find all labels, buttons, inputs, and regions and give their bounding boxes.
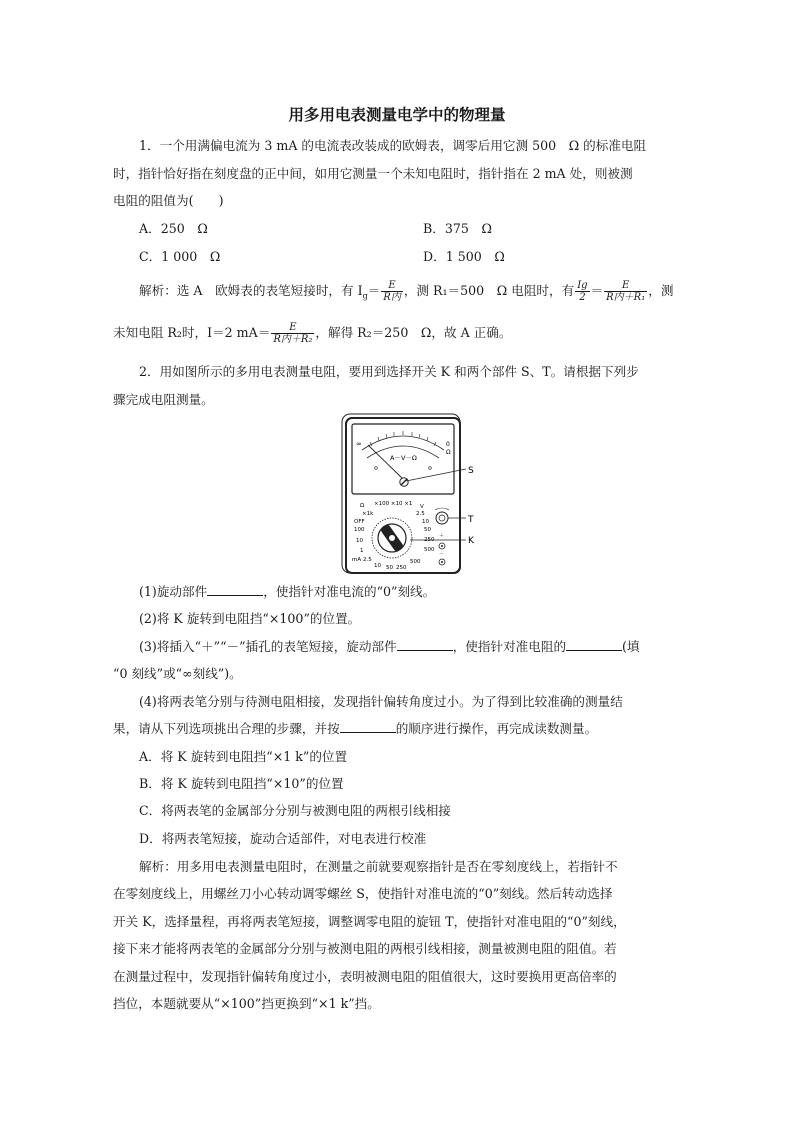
range-50b: 50 bbox=[386, 565, 393, 571]
label-s: S bbox=[468, 466, 474, 476]
q2-answer-line-5: 在测量过程中，发现指针偏转角度过小，表明被测电阻的阻值很大，这时要换用更高倍率的 bbox=[113, 969, 617, 984]
q2-step-3-mid: ，使指针对准电阻的 bbox=[452, 639, 567, 654]
q1-fraction-1-num: E bbox=[381, 280, 403, 292]
jack-plus-center bbox=[441, 545, 443, 547]
q2-stem-line-1: 2．用如图所示的多用电表测量电阻，要用到选择开关 K 和两个部件 S、T。请根据下列步 bbox=[139, 364, 639, 379]
q2-step-4-line-1: (4)将两表笔分别与待测电阻相接，发现指针偏转角度过小。为了得到比较准确的测量结 bbox=[139, 694, 623, 709]
q2-answer-line-4: 接下来才能将两表笔的金属部分分别与被测电阻的两根引线相接，测量被测电阻的阻值。若 bbox=[113, 941, 617, 956]
q1-fraction-3-num: E bbox=[604, 280, 647, 292]
q1-option-a: A．250 Ω bbox=[139, 221, 208, 236]
q1-answer-l2-end: ，解得 R₂＝250 Ω，故 A 正确。 bbox=[315, 325, 512, 340]
multimeter-figure bbox=[340, 412, 490, 577]
range-10b: 10 bbox=[374, 563, 381, 569]
range-25v: 2.5 bbox=[416, 511, 425, 517]
q1-answer-line-2 bbox=[113, 322, 673, 345]
q1-fraction-2 bbox=[575, 280, 589, 303]
q1-answer-eq: ＝ bbox=[367, 283, 381, 298]
q1-fraction-4 bbox=[271, 322, 314, 345]
range-50v: 50 bbox=[424, 527, 431, 533]
q1-stem-line-3: 电阻的阻值为( ) bbox=[113, 193, 224, 208]
q1-answer-text-end: ，测 bbox=[648, 283, 674, 298]
q2-step-4-line-2 bbox=[113, 718, 673, 740]
range-250b: 250 bbox=[396, 565, 407, 571]
range-25a: 2.5 bbox=[363, 557, 372, 563]
q1-answer-l2-pre: 未知电阻 R₂时，I＝2 mA＝ bbox=[113, 325, 271, 340]
range-omega: Ω bbox=[360, 503, 365, 509]
q2-step-3-post: (填 bbox=[622, 639, 640, 654]
jack-minus-label: － bbox=[439, 551, 445, 557]
label-t: T bbox=[468, 515, 474, 525]
q2-blank-3 bbox=[566, 636, 622, 651]
q2-step-1 bbox=[139, 581, 699, 603]
q1-stem-line-2: 时，指针恰好指在刻度盘的正中间，如用它测量一个未知电阻时，指针指在 2 mA 处，则被测 bbox=[113, 166, 633, 181]
q2-blank-1 bbox=[207, 581, 263, 596]
q1-fraction-1 bbox=[381, 280, 403, 303]
q2-step-4-pre: 果，请从下列选项挑出合理的步骤，并按 bbox=[113, 721, 340, 736]
q2-option-b: B．将 K 旋转到电阻挡“×10”的位置 bbox=[139, 776, 344, 791]
q1-fraction-4-num: E bbox=[271, 322, 314, 334]
range-10v: 10 bbox=[422, 519, 429, 525]
range-100a: 100 bbox=[354, 527, 365, 533]
label-k: K bbox=[468, 536, 474, 546]
range-1a: 1 bbox=[360, 548, 364, 554]
q1-fraction-2-den: 2 bbox=[579, 292, 586, 303]
q2-step-3-line-2: “0 刻线”或“∞刻线”)。 bbox=[113, 666, 242, 681]
range-v: V bbox=[420, 504, 424, 510]
q2-blank-4 bbox=[340, 718, 396, 733]
range-off: OFF bbox=[354, 519, 365, 525]
q2-step-1-post: ，使指针对准电流的“0”刻线。 bbox=[263, 584, 436, 599]
q1-option-c: C．1 000 Ω bbox=[139, 249, 221, 264]
jack-plus-label: ＋ bbox=[439, 533, 445, 539]
q1-option-b: B．375 Ω bbox=[423, 221, 492, 236]
range-500b: 500 bbox=[410, 559, 421, 565]
q1-fraction-3 bbox=[604, 280, 647, 303]
q2-blank-2 bbox=[397, 636, 453, 651]
selector-hub bbox=[389, 535, 395, 541]
q2-answer-line-6: 挡位，本题就要从“×100”挡更换到“×1 k”挡。 bbox=[113, 996, 380, 1011]
q1-answer-text-pre: 解析：选 A 欧姆表的表笔短接时，有 I bbox=[139, 283, 363, 298]
q1-stem-line-1: 1．一个用满偏电流为 3 mA 的电流表改装成的欧姆表，调零后用它测 500 Ω 的标准电阻 bbox=[139, 138, 647, 153]
q1-fraction-4-den: R内＋R₂ bbox=[273, 334, 313, 345]
scale-omega: Ω bbox=[446, 449, 451, 456]
range-ma: mA bbox=[352, 557, 362, 563]
scale-infinity: ∞ bbox=[356, 440, 362, 448]
range-10a: 10 bbox=[356, 538, 363, 544]
q2-answer-line-3: 开关 K，选择量程，再将两表笔短接，调整调零电阻的旋钮 T，使指针对准电阻的“0”刻线， bbox=[113, 914, 626, 929]
q2-option-a: A．将 K 旋转到电阻挡“×1 k”的位置 bbox=[139, 749, 348, 764]
range-500v: 500 bbox=[424, 547, 435, 553]
q1-fraction-2-num: Ig bbox=[577, 280, 588, 291]
q2-step-4-post: 的顺序进行操作，再完成读数测量。 bbox=[395, 721, 598, 736]
dial-label: A－V－Ω bbox=[390, 454, 417, 462]
q1-fraction-1-den: R内 bbox=[383, 292, 401, 303]
jack-minus-center bbox=[441, 561, 443, 563]
q1-fraction-3-den: R内＋R₁ bbox=[606, 292, 646, 303]
q2-step-2: (2)将 K 旋转到电阻挡“×100”的位置。 bbox=[139, 611, 361, 626]
ohm-adjust-knob bbox=[436, 512, 448, 524]
q1-answer-line-1: 解析：选 A 欧姆表的表笔短接时，有 $I_g=$ $\frac{E}{\text{R内}}$ ，测 R₁＝500 Ω 电阻时，有 $\frac{Ig}{2}$ ＝ $\frac{E}{\text{R内＋R₁}}$ ，测 bbox=[139, 280, 674, 303]
q1-option-d: D．1 500 Ω bbox=[423, 249, 505, 264]
range-250v: 250 bbox=[424, 537, 435, 543]
q2-option-d: D．将两表笔短接，旋动合适部件，对电表进行校准 bbox=[139, 831, 427, 846]
q2-answer-line-2: 在零刻度线上，用螺丝刀小心转动调零螺丝 S，使指针对准电流的“0”刻线。然后转动选择 bbox=[113, 886, 613, 901]
q2-answer-line-1: 解析：用多用电表测量电阻时，在测量之前就要观察指针是否在零刻度线上，若指针不 bbox=[139, 859, 618, 874]
q2-stem-line-2: 骤完成电阻测量。 bbox=[113, 392, 214, 407]
q1-answer-text-mid: ，测 R₁＝500 Ω 电阻时，有 bbox=[403, 283, 575, 298]
page-title: 用多用电表测量电学中的物理量 bbox=[288, 105, 506, 124]
range-x1k: ×1k bbox=[362, 511, 374, 517]
q2-option-c: C．将两表笔的金属部分分别与被测电阻的两根引线相接 bbox=[139, 803, 451, 818]
q2-step-1-pre: (1)旋动部件 bbox=[139, 584, 208, 599]
range-top: ×100 ×10 ×1 bbox=[374, 501, 413, 507]
q2-step-3 bbox=[139, 636, 699, 658]
scale-zero: 0 bbox=[446, 441, 450, 448]
q2-step-3-pre: (3)将插入“＋”“－”插孔的表笔短接，旋动部件 bbox=[139, 639, 397, 654]
q1-answer-sub-g: g bbox=[362, 291, 368, 301]
